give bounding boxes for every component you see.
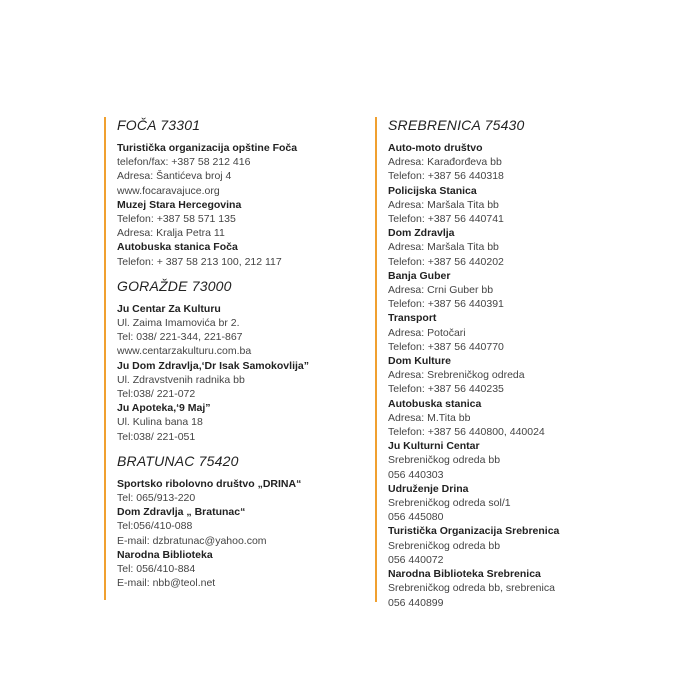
entry-detail: Srebreničkog odreda sol/1 <box>388 497 511 510</box>
entry-detail: Srebreničkog odreda bb, srebrenica <box>388 582 555 595</box>
phone-line: Tel: 065/913-220 <box>117 492 196 505</box>
phone-line: 056 440072 <box>388 553 444 566</box>
address-line: Adresa: Šantićeva broj 4 <box>117 170 232 183</box>
entry-name: Ju Centar Za Kulturu <box>117 302 221 315</box>
phone-line: Tel:038/ 221-051 <box>117 430 196 443</box>
address-line: Adresa: Potočari <box>388 326 466 339</box>
phone-line: 056 440899 <box>388 596 444 609</box>
entry-name: Ju Kulturni Centar <box>388 440 480 453</box>
address-line: Adresa: M.Tita bb <box>388 411 471 424</box>
phone-line: Telefon: + 387 58 213 100, 212 117 <box>117 255 282 268</box>
city-heading: FOČA 73301 <box>117 117 201 133</box>
entry-detail: Srebreničkog odreda bb <box>388 539 501 552</box>
entry-turisticka-organizacija-opstine-foca <box>117 141 352 198</box>
address-line: Adresa: Kralja Petra 11 <box>117 227 225 240</box>
phone-line: Tel: 038/ 221-344, 221-867 <box>117 331 243 344</box>
address-line: Ul. Kulina bana 18 <box>117 416 203 429</box>
phone-line: 056 440303 <box>388 468 444 481</box>
entry-dom-zdravlja-bratunac <box>117 505 352 548</box>
right-column <box>375 117 628 609</box>
entry-name: Muzej Stara Hercegovina <box>117 198 242 211</box>
left-column <box>104 117 352 600</box>
city-heading: SREBRENICA 75430 <box>388 117 525 133</box>
phone-line: Tel:056/410-088 <box>117 520 193 533</box>
phone-line: Telefon: +387 56 440391 <box>388 298 504 311</box>
entry-autobuska-stanica <box>388 397 628 440</box>
entry-ju-centar-za-kulturu <box>117 302 352 359</box>
entry-name: Sportsko ribolovno društvo „DRINA“ <box>117 477 302 490</box>
entry-ju-dom-zdravlja-dr-isak-samokovlija <box>117 359 352 402</box>
email-line: E-mail: dzbratunac@yahoo.com <box>117 534 267 547</box>
city-section-srebrenica <box>388 117 628 610</box>
entry-name: Udruženje Drina <box>388 482 469 495</box>
phone-line: Telefon: +387 56 440318 <box>388 170 504 183</box>
entry-autobuska-stanica-foca <box>117 240 352 268</box>
phone-line: Tel:038/ 221-072 <box>117 388 196 401</box>
entry-name: Auto-moto društvo <box>388 142 483 154</box>
entry-transport <box>388 311 628 354</box>
entry-name: Ju Apoteka,‘9 Maj” <box>117 402 211 415</box>
entry-name: Dom Kulture <box>388 355 451 368</box>
entry-banja-guber <box>388 269 628 312</box>
email-line: E-mail: nbb@teol.net <box>117 577 216 590</box>
entry-muzej-stara-hercegovina <box>117 198 352 241</box>
entry-name: Autobuska stanica <box>388 397 482 410</box>
entry-dom-zdravlja <box>388 226 628 269</box>
website-link: www.focaravajuce.org <box>117 184 220 197</box>
phone-line: 056 445080 <box>388 511 444 524</box>
entry-name: Dom Zdravlja „ Bratunac“ <box>117 506 246 519</box>
entry-dom-kulture <box>388 354 628 397</box>
entry-name: Narodna Biblioteka Srebrenica <box>388 568 541 581</box>
phone-line: Telefon: +387 56 440770 <box>388 340 504 353</box>
address-line: Adresa: Maršala Tita bb <box>388 198 499 211</box>
entry-name: Policijska Stanica <box>388 184 477 197</box>
entry-narodna-biblioteka-srebrenica <box>388 567 628 610</box>
entry-name: Autobuska stanica Foča <box>117 241 238 254</box>
address-line: Ul. Zaima Imamovića br 2. <box>117 317 240 330</box>
entry-auto-moto-drustvo <box>388 141 628 184</box>
address-line: Adresa: Maršala Tita bb <box>388 241 499 254</box>
phone-line: Tel: 056/410-884 <box>117 563 196 576</box>
entry-ju-kulturni-centar <box>388 439 628 482</box>
entry-name: Turistička organizacija opštine Foča <box>117 142 298 154</box>
entry-name: Banja Guber <box>388 269 451 282</box>
entry-detail: Srebreničkog odreda bb <box>388 454 501 467</box>
address-line: Adresa: Karađorđeva bb <box>388 156 502 169</box>
address-line: Adresa: Srebreničkog odreda <box>388 369 525 382</box>
entry-policijska-stanica <box>388 184 628 227</box>
phone-line: telefon/fax: +387 58 212 416 <box>117 156 251 169</box>
phone-line: Telefon: +387 56 440800, 440024 <box>388 426 545 439</box>
entry-name: Narodna Biblioteka <box>117 548 213 561</box>
entry-name: Dom Zdravlja <box>388 227 455 240</box>
address-line: Adresa: Crni Guber bb <box>388 284 494 297</box>
entry-turisticka-organizacija-srebrenica <box>388 524 628 567</box>
entry-name: Turistička Organizacija Srebrenica <box>388 525 560 538</box>
city-section-bratunac <box>117 453 352 591</box>
phone-line: Telefon: +387 56 440235 <box>388 383 504 396</box>
phone-line: Telefon: +387 56 440202 <box>388 255 504 268</box>
entry-name: Ju Dom Zdravlja,‘Dr Isak Samokovlija” <box>117 359 309 372</box>
entry-narodna-biblioteka <box>117 548 352 591</box>
city-section-gorazde <box>117 278 352 444</box>
phone-line: Telefon: +387 58 571 135 <box>117 213 236 226</box>
address-line: Ul. Zdravstvenih radnika bb <box>117 373 245 386</box>
entry-name: Transport <box>388 312 437 325</box>
entry-sportsko-ribolovno-drustvo-drina <box>117 477 352 505</box>
city-heading: BRATUNAC 75420 <box>117 452 239 469</box>
entry-ju-apoteka-9-maj <box>117 401 352 444</box>
city-heading: GORAŽDE 73000 <box>117 277 232 294</box>
entry-udruzenje-drina <box>388 482 628 525</box>
website-link: www.centarzakulturu.com.ba <box>117 345 252 358</box>
city-section-foca <box>117 117 352 269</box>
phone-line: Telefon: +387 56 440741 <box>388 213 504 226</box>
